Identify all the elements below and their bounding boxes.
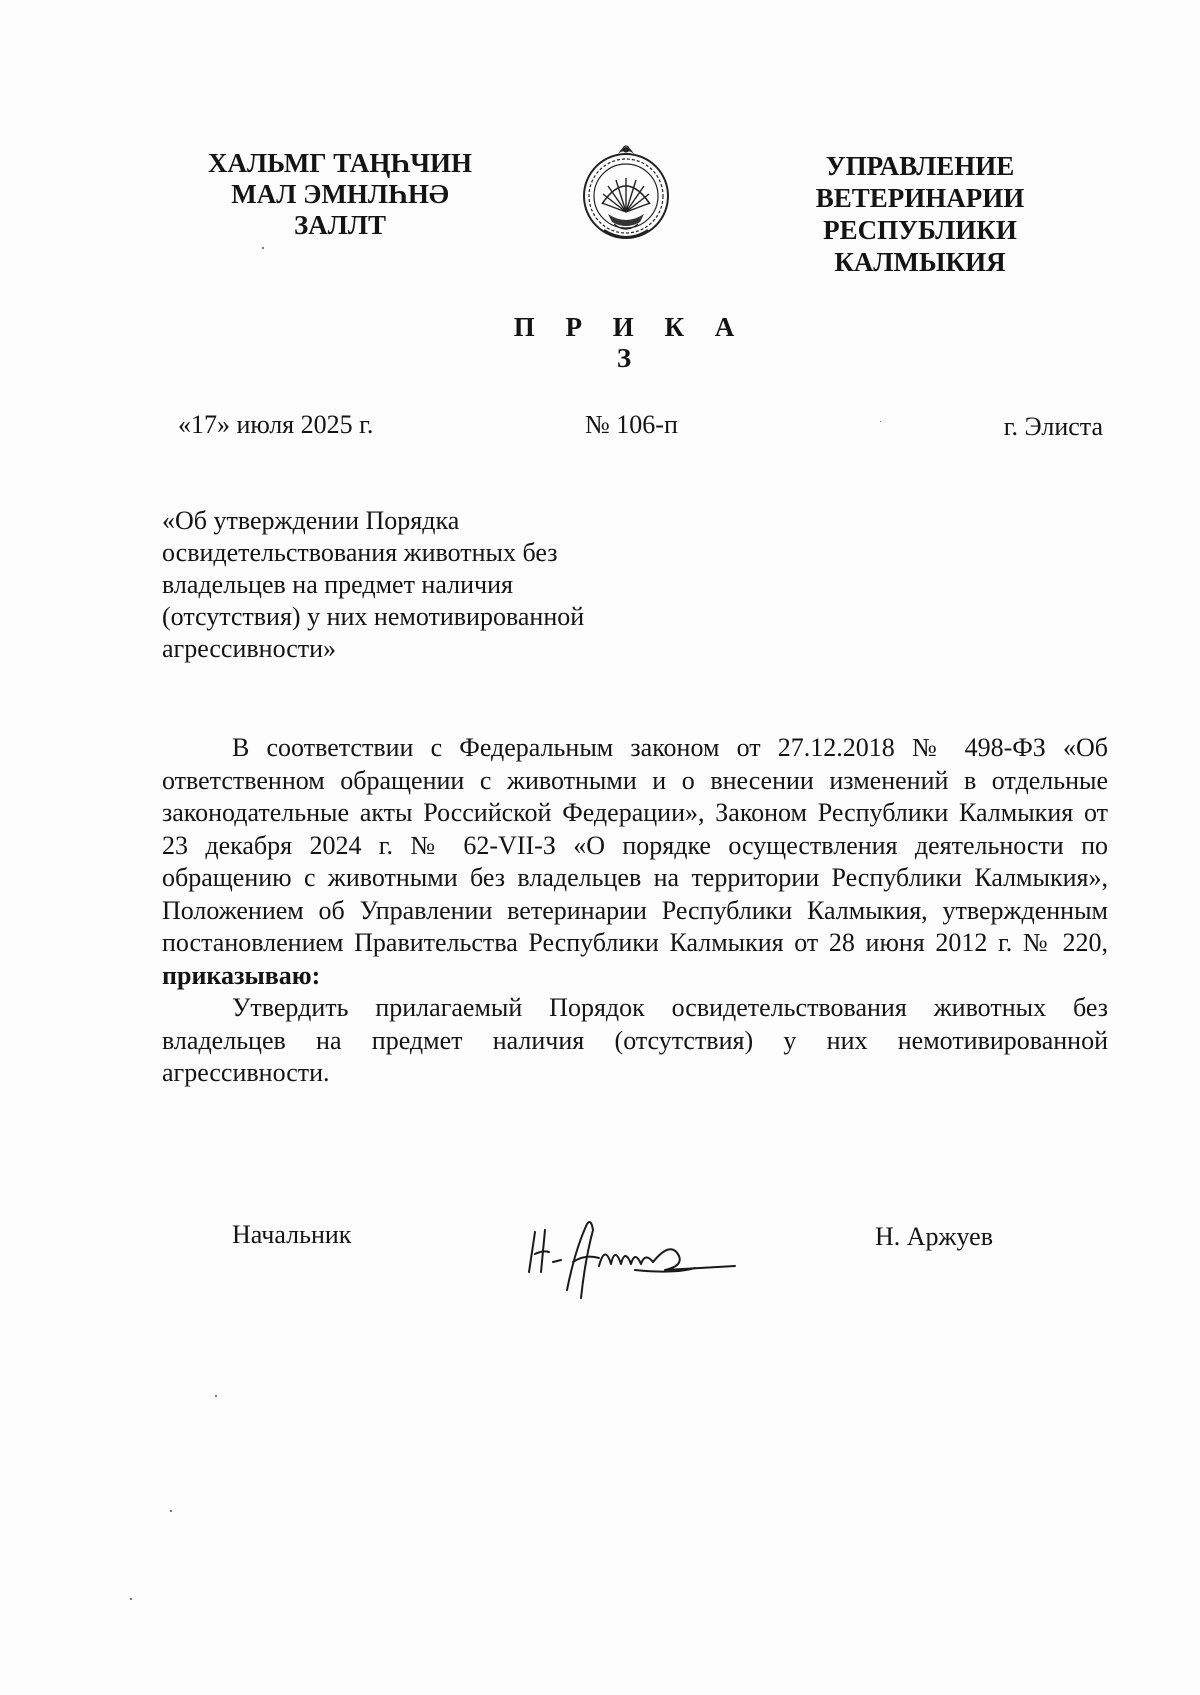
document-body — [162, 732, 1108, 1090]
org-name-kalmyk-line: ЗАЛЛТ — [294, 210, 386, 240]
kalmykia-coat-of-arms-icon — [578, 138, 674, 248]
org-name-russian-line: УПРАВЛЕНИЕ — [825, 151, 1015, 181]
scan-speck — [215, 1395, 217, 1397]
handwritten-signature-icon — [515, 1210, 755, 1300]
scan-speck — [262, 247, 264, 249]
subject-line: освидетельствования животных без — [162, 538, 558, 567]
org-name-kalmyk — [200, 148, 480, 241]
org-name-russian-line: КАЛМЫКИЯ — [834, 247, 1006, 277]
org-name-russian — [790, 150, 1050, 278]
scan-speck — [880, 421, 881, 422]
order-keyword: приказываю: — [162, 960, 321, 990]
body-paragraph-basis-text: В соответствии с Федеральным законом от 27.12.2018 № 498-ФЗ «Об ответственном обращении с животными и о внесении изменений в отдельные законодательные акты Российской Федерации», Законом Республики Калмыкия от 23 декабря 2024 г. № 62-VII-З «О порядке осуществления деятельности по обращению с животными без владельцев на территории Республики Калмыкия», Положением об Управлении ветеринарии Республики Калмыкия, утвержденным постановлением Правительства Республики Калмыкия от 28 июня 2012 г. № 220, — [162, 733, 1108, 957]
org-name-kalmyk-line: МАЛ ЭМНЛҺНӘ — [231, 179, 449, 209]
scan-speck — [170, 1510, 172, 1512]
signatory-name: Н. Аржуев — [875, 1222, 993, 1251]
document-type-title: П Р И К А З — [513, 312, 747, 373]
document-subject — [162, 505, 642, 665]
scan-speck — [130, 1598, 132, 1600]
subject-line: агрессивности» — [162, 634, 337, 663]
body-paragraph-order: Утвердить прилагаемый Порядок освидетельствования животных без владельцев на предмет наличия (отсутствия) у них немотивированной агрессивности. — [162, 993, 1108, 1087]
subject-line: (отсутствия) у них немотивированной — [162, 602, 585, 631]
document-number: № 106-п — [585, 410, 678, 439]
body-paragraph-basis — [162, 732, 1108, 992]
subject-line: «Об утверждении Порядка — [162, 506, 460, 535]
signatory-title: Начальник — [232, 1220, 352, 1249]
org-name-kalmyk-line: ХАЛЬМГ ТАҢҺЧИН — [207, 148, 473, 178]
org-name-russian-line: ВЕТЕРИНАРИИ — [815, 183, 1025, 213]
org-name-russian-line: РЕСПУБЛИКИ — [823, 215, 1017, 245]
subject-line: владельцев на предмет наличия — [162, 570, 513, 599]
document-date: «17» июля 2025 г. — [178, 410, 374, 439]
document-city: г. Элиста — [1003, 412, 1103, 441]
